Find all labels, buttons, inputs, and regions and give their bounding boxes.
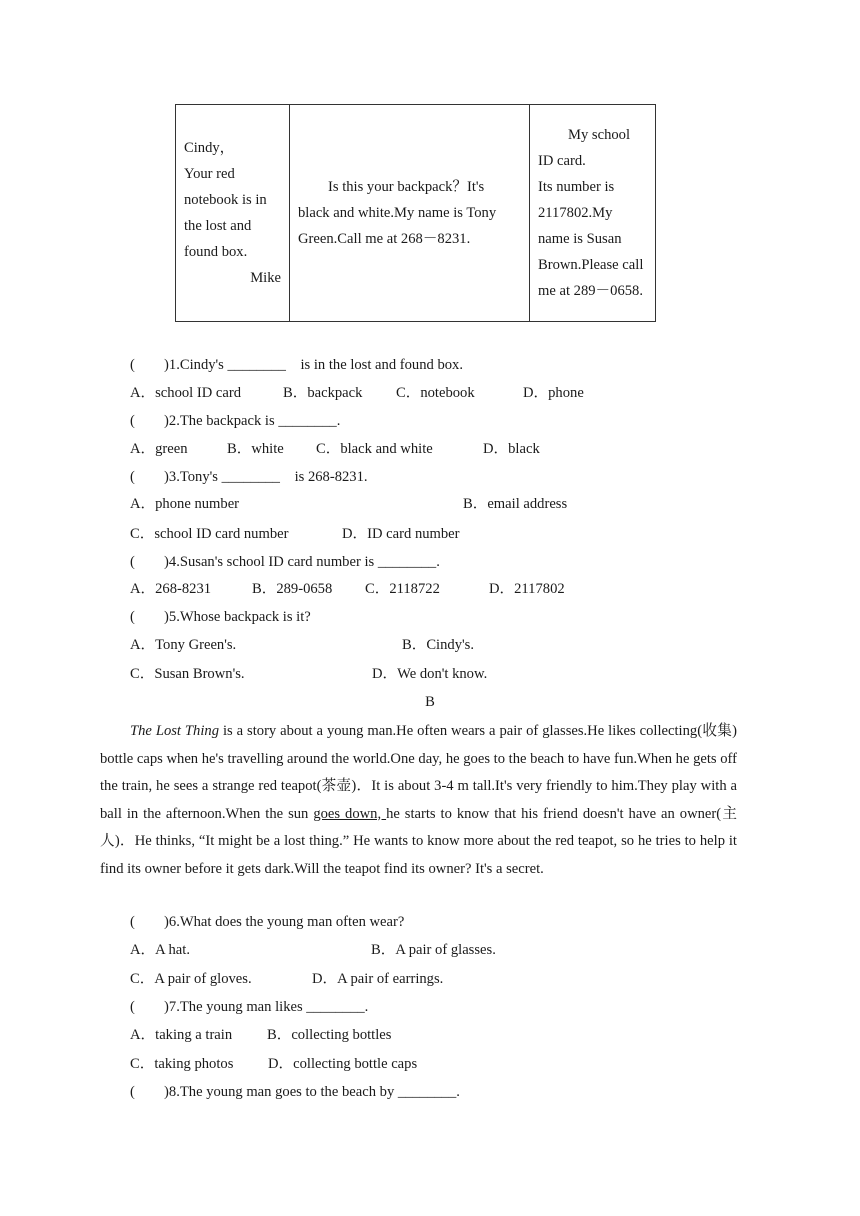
- reading-passage: [100, 718, 737, 883]
- option-d: D．collecting bottle caps: [268, 1056, 418, 1072]
- option-d: D．A pair of earrings.: [312, 971, 444, 987]
- option-c: C．notebook: [396, 385, 475, 401]
- option-a: A．phone number: [130, 496, 240, 512]
- option-b: B．collecting bottles: [267, 1027, 392, 1043]
- notice-text: notebook is in: [184, 192, 267, 208]
- notice-table: [175, 104, 656, 322]
- passage-text: is a story about a young man.He often wears a pair of glasses.He likes collecting(收集) bottle caps when he's travelling around the world.One day, he goes to the beach to have fun.When he gets off the train, he sees a strange red teapot(茶壶)．It is about 3-4 m tall.It's very friendly to him.They play with a ball in the afternoon.When the sun: [100, 723, 737, 822]
- option-b: B．email address: [463, 496, 568, 512]
- underlined-phrase: goes down,: [313, 805, 387, 822]
- notice-id-card: [530, 105, 656, 322]
- option-a: A．green: [130, 441, 188, 457]
- option-a: A．school ID card: [130, 385, 242, 401]
- notice-backpack: [290, 105, 530, 322]
- question-stem: ( )4.Susan's school ID card number is ________.: [130, 554, 440, 570]
- option-c: C．2118722: [365, 581, 440, 597]
- notice-text: Brown.Please call: [538, 257, 644, 273]
- option-b: B．Cindy's.: [402, 637, 474, 653]
- question-stem: ( )3.Tony's ________ is 268-8231.: [130, 469, 368, 485]
- notice-text: Its number is: [538, 179, 615, 195]
- notice-text: Your red: [184, 166, 235, 182]
- option-c: C．A pair of gloves.: [130, 971, 252, 987]
- option-c: C．taking photos: [130, 1056, 234, 1072]
- option-a: A．taking a train: [130, 1027, 233, 1043]
- notice-text: me at 289－0658.: [538, 283, 643, 299]
- option-a: A．268-8231: [130, 581, 212, 597]
- story-title: The Lost Thing: [130, 723, 219, 739]
- notice-text: the lost and: [184, 218, 252, 234]
- option-c: C．black and white: [316, 441, 433, 457]
- question-stem: ( )2.The backpack is ________.: [130, 413, 341, 429]
- notice-text: Cindy，: [184, 140, 235, 156]
- notice-text: found box.: [184, 244, 248, 260]
- notice-signature: Mike: [250, 270, 281, 286]
- option-d: D．We don't know.: [372, 666, 488, 682]
- option-a: A．Tony Green's.: [130, 637, 237, 653]
- question-stem: ( )6.What does the young man often wear?: [130, 914, 405, 930]
- notice-text: black and white.My name is Tony: [298, 205, 497, 221]
- option-b: B．backpack: [283, 385, 363, 401]
- notice-text: ID card.: [538, 153, 586, 169]
- option-d: D．phone: [523, 385, 584, 401]
- notice-text: My school: [568, 127, 631, 143]
- option-c: C．school ID card number: [130, 526, 289, 542]
- option-b: B．A pair of glasses.: [371, 942, 496, 958]
- notice-text: Green.Call me at 268－8231.: [298, 231, 471, 247]
- passage-text: he starts to know that his friend doesn't have an owner(主人)．He thinks, “It might be a lost thing.” He wants to know more about the red teapot, so he tries to help it find its owner before it gets dark.Will the teapot find its owner? It's a secret.: [100, 805, 738, 877]
- option-b: B．289-0658: [252, 581, 333, 597]
- option-a: A．A hat.: [130, 942, 190, 958]
- notice-text: Is this your backpack？It's: [328, 179, 485, 195]
- question-stem: ( )7.The young man likes ________.: [130, 999, 369, 1015]
- option-b: B．white: [227, 441, 284, 457]
- option-d: D．ID card number: [342, 526, 460, 542]
- option-d: D．2117802: [489, 581, 565, 597]
- notice-cindy: [176, 105, 290, 322]
- question-stem: ( )5.Whose backpack is it?: [130, 609, 311, 625]
- question-stem: ( )1.Cindy's ________ is in the lost and found box.: [130, 357, 464, 373]
- notice-text: name is Susan: [538, 231, 622, 247]
- option-c: C．Susan Brown's.: [130, 666, 245, 682]
- question-stem: ( )8.The young man goes to the beach by ________.: [130, 1084, 460, 1100]
- section-heading: B: [425, 694, 435, 710]
- notice-text: 2117802.My: [538, 205, 613, 221]
- option-d: D．black: [483, 441, 540, 457]
